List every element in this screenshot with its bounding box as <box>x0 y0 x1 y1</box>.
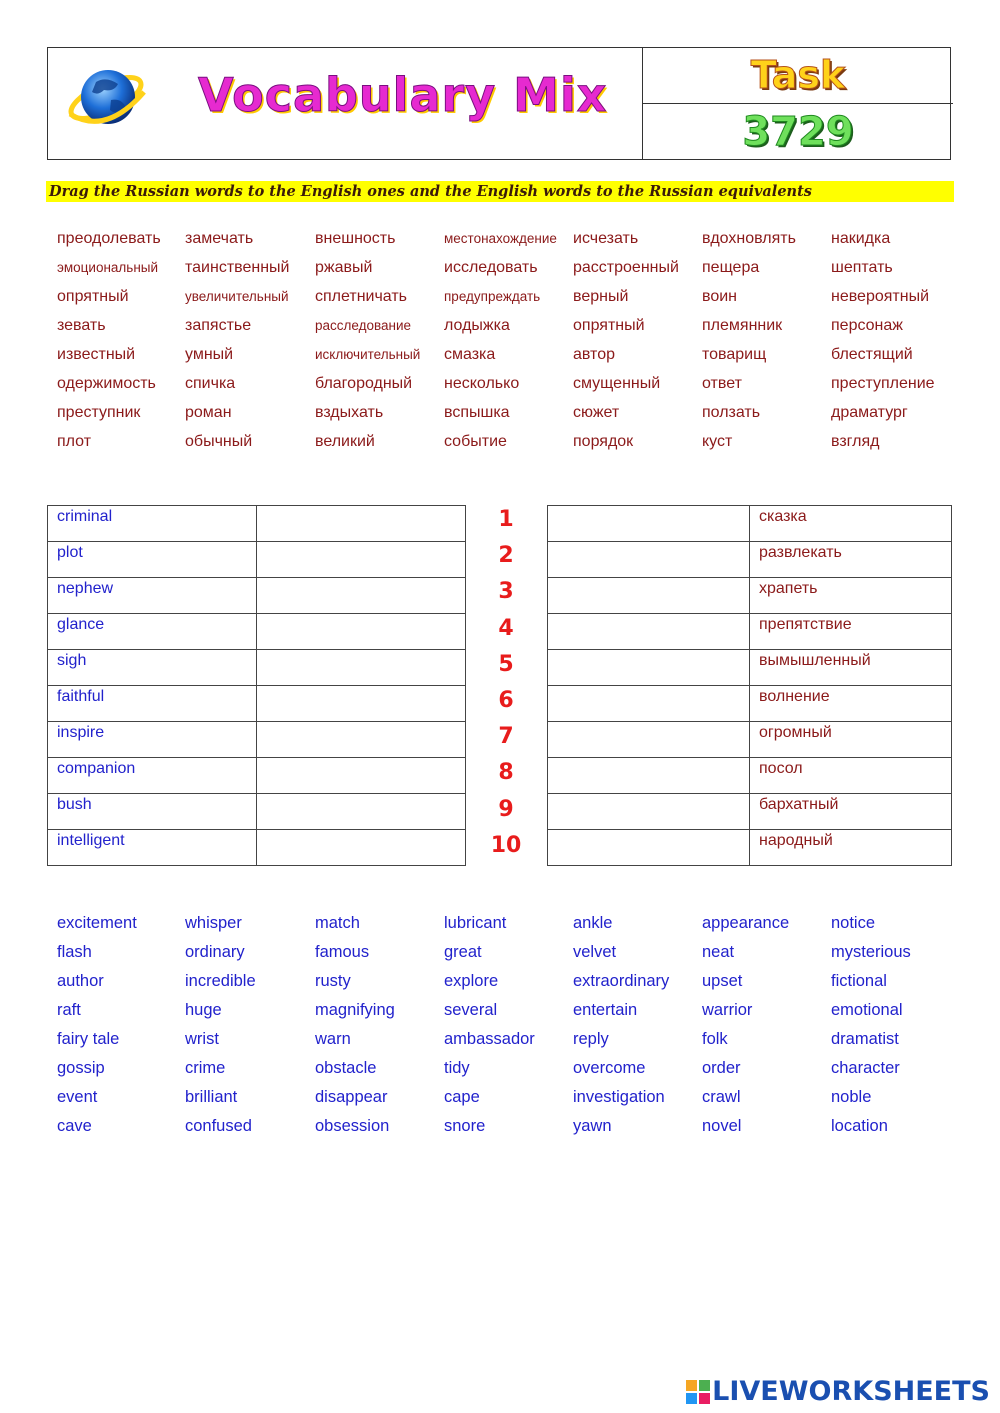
english-table-row <box>48 542 466 578</box>
russian-bank-word[interactable]: накидка <box>831 230 891 247</box>
russian-bank-column <box>573 229 701 461</box>
russian-bank-word[interactable]: ответ <box>702 375 742 392</box>
english-bank-word[interactable]: warrior <box>702 1001 753 1019</box>
english-drop-zone[interactable] <box>548 758 750 794</box>
russian-bank-word[interactable]: великий <box>315 433 375 450</box>
english-bank-word[interactable]: ordinary <box>185 943 245 961</box>
english-bank-word[interactable]: rusty <box>315 972 351 990</box>
english-bank-word[interactable]: folk <box>702 1030 728 1048</box>
russian-bank-word[interactable]: несколько <box>444 375 520 392</box>
english-bank-word[interactable]: explore <box>444 972 499 990</box>
russian-bank-word[interactable]: роман <box>185 404 232 421</box>
english-table-row <box>48 722 466 758</box>
english-bank-word[interactable]: crawl <box>702 1088 741 1106</box>
russian-drop-zone[interactable] <box>257 614 466 650</box>
english-bank-word[interactable]: match <box>315 914 360 932</box>
english-bank-word[interactable]: warn <box>315 1030 351 1048</box>
russian-bank-word[interactable]: исчезать <box>573 230 639 247</box>
russian-bank-word[interactable]: опрятный <box>573 317 645 334</box>
english-bank-word[interactable]: velvet <box>573 943 617 961</box>
russian-bank-word[interactable]: лодыжка <box>444 317 510 334</box>
russian-word-cell <box>750 830 952 866</box>
russian-word-label: храпеть <box>759 580 818 597</box>
worksheet-header <box>47 47 951 160</box>
row-number: 5 <box>498 651 514 677</box>
russian-bank-word[interactable]: событие <box>444 433 507 450</box>
english-bank-word[interactable]: location <box>831 1117 888 1135</box>
russian-bank-word[interactable]: предупреждать <box>444 289 541 304</box>
russian-bank-word[interactable]: преодолевать <box>57 230 161 247</box>
brand-text: LIVEWORKSHEETS <box>712 1376 990 1407</box>
russian-bank-word[interactable]: обычный <box>185 433 253 450</box>
english-bank-word[interactable]: entertain <box>573 1001 638 1019</box>
russian-bank-word[interactable]: вспышка <box>444 404 510 421</box>
english-bank-word[interactable]: order <box>702 1059 741 1077</box>
english-bank-word[interactable]: incredible <box>185 972 256 990</box>
english-word-cell <box>48 650 257 686</box>
russian-table-row <box>548 722 952 758</box>
row-number: 7 <box>498 724 514 750</box>
russian-bank-word[interactable]: преступление <box>831 375 935 392</box>
russian-word-cell <box>750 506 952 542</box>
russian-word-cell <box>750 542 952 578</box>
english-drop-zone[interactable] <box>548 794 750 830</box>
russian-match-table <box>547 505 952 866</box>
english-drop-zone[interactable] <box>548 722 750 758</box>
english-bank-word[interactable]: crime <box>185 1059 226 1077</box>
english-word-label: companion <box>57 760 136 777</box>
english-word-cell <box>48 830 257 866</box>
english-bank-word[interactable]: yawn <box>573 1117 612 1135</box>
english-bank-word[interactable]: novel <box>702 1117 742 1135</box>
russian-bank-word[interactable]: ползать <box>702 404 761 421</box>
english-word-cell <box>48 578 257 614</box>
english-bank-word[interactable]: brilliant <box>185 1088 238 1106</box>
russian-bank-word[interactable]: ржавый <box>315 259 373 276</box>
english-bank-word[interactable]: magnifying <box>315 1001 395 1019</box>
russian-bank-word[interactable]: исключительный <box>315 347 421 362</box>
russian-table-row <box>548 506 952 542</box>
russian-table-row <box>548 614 952 650</box>
row-number: 10 <box>490 832 522 858</box>
english-table-row <box>48 686 466 722</box>
english-word-label: sigh <box>57 652 87 669</box>
english-drop-zone[interactable] <box>548 830 750 866</box>
russian-drop-zone[interactable] <box>257 686 466 722</box>
liveworksheets-brand <box>686 1376 990 1408</box>
russian-bank-word[interactable]: порядок <box>573 433 634 450</box>
english-drop-zone[interactable] <box>548 578 750 614</box>
english-bank-word[interactable]: huge <box>185 1001 222 1019</box>
russian-drop-zone[interactable] <box>257 506 466 542</box>
english-word-cell <box>48 758 257 794</box>
english-bank-word[interactable]: author <box>57 972 104 990</box>
english-bank-column <box>831 913 959 1145</box>
russian-bank-word[interactable]: спичка <box>185 375 236 392</box>
english-bank-word[interactable]: tidy <box>444 1059 470 1077</box>
english-table-row <box>48 758 466 794</box>
russian-bank-word[interactable]: пещера <box>702 259 760 276</box>
english-bank-word[interactable]: flash <box>57 943 92 961</box>
english-word-label: nephew <box>57 580 114 597</box>
russian-word-label: волнение <box>759 688 830 705</box>
english-word-label: inspire <box>57 724 105 741</box>
english-word-label: plot <box>57 544 83 561</box>
english-word-cell <box>48 542 257 578</box>
english-bank-word[interactable]: ambassador <box>444 1030 535 1048</box>
russian-bank-word[interactable]: эмоциональный <box>57 260 159 275</box>
english-bank-column <box>315 913 443 1145</box>
english-bank-word[interactable]: excitement <box>57 914 137 932</box>
english-bank-word[interactable]: fairy tale <box>57 1030 120 1048</box>
page-title: Vocabulary Mix <box>198 68 608 122</box>
russian-bank-word[interactable]: невероятный <box>831 288 930 305</box>
russian-bank-word[interactable]: одержимость <box>57 375 156 392</box>
russian-bank-word[interactable]: таинственный <box>185 259 290 276</box>
english-bank-column <box>185 913 313 1145</box>
russian-bank-word[interactable]: умный <box>185 346 234 363</box>
russian-bank-column <box>185 229 313 461</box>
russian-bank-column <box>57 229 185 461</box>
english-bank-word[interactable]: reply <box>573 1030 609 1048</box>
english-bank-word[interactable]: cape <box>444 1088 480 1106</box>
russian-bank-word[interactable]: известный <box>57 346 136 363</box>
english-bank-word[interactable]: obstacle <box>315 1059 377 1077</box>
russian-word-label: развлекать <box>759 544 842 561</box>
russian-bank-word[interactable]: преступник <box>57 404 141 421</box>
row-number: 4 <box>498 615 514 641</box>
english-drop-zone[interactable] <box>548 686 750 722</box>
liveworksheets-logo-icon <box>686 1380 710 1404</box>
russian-bank-word[interactable]: увеличительный <box>185 289 289 304</box>
task-box <box>642 47 953 160</box>
english-word-cell <box>48 794 257 830</box>
english-bank-word[interactable]: character <box>831 1059 900 1077</box>
russian-table-row <box>548 830 952 866</box>
english-word-label: glance <box>57 616 105 633</box>
english-bank-word[interactable]: wrist <box>185 1030 219 1048</box>
english-table-row <box>48 578 466 614</box>
english-bank-word[interactable]: great <box>444 943 482 961</box>
english-drop-zone[interactable] <box>548 614 750 650</box>
russian-word-label: народный <box>759 832 833 849</box>
english-bank-word[interactable]: cave <box>57 1117 92 1135</box>
english-bank-column <box>444 913 572 1145</box>
russian-table-row <box>548 578 952 614</box>
english-table-row <box>48 614 466 650</box>
russian-bank-word[interactable]: товарищ <box>702 346 767 363</box>
row-number: 2 <box>498 543 514 569</box>
english-bank-word[interactable]: lubricant <box>444 914 507 932</box>
russian-word-cell <box>750 722 952 758</box>
russian-word-cell <box>750 686 952 722</box>
english-match-table <box>47 505 466 866</box>
english-bank-column <box>573 913 701 1145</box>
russian-word-label: бархатный <box>759 796 839 813</box>
english-bank-word[interactable]: neat <box>702 943 735 961</box>
russian-bank-word[interactable]: благородный <box>315 375 413 392</box>
russian-table-row <box>548 650 952 686</box>
russian-bank-word[interactable]: смазка <box>444 346 496 363</box>
russian-drop-zone[interactable] <box>257 650 466 686</box>
russian-bank-word[interactable]: местонахождение <box>444 231 557 246</box>
russian-bank-word[interactable]: зевать <box>57 317 106 334</box>
russian-bank-word[interactable]: племянник <box>702 317 783 334</box>
russian-bank-word[interactable]: драматург <box>831 404 908 421</box>
english-bank-word[interactable]: several <box>444 1001 498 1019</box>
english-bank-word[interactable]: notice <box>831 914 876 932</box>
russian-drop-zone[interactable] <box>257 794 466 830</box>
row-number: 6 <box>498 687 514 713</box>
russian-drop-zone[interactable] <box>257 578 466 614</box>
english-word-label: bush <box>57 796 92 813</box>
english-word-cell <box>48 686 257 722</box>
russian-word-label: посол <box>759 760 803 777</box>
row-number: 8 <box>498 760 514 786</box>
english-bank-word[interactable]: whisper <box>185 914 242 932</box>
task-label: Task <box>750 53 846 97</box>
english-bank-word[interactable]: mysterious <box>831 943 911 961</box>
russian-bank-word[interactable]: воин <box>702 288 737 305</box>
row-numbers <box>480 505 532 867</box>
russian-drop-zone[interactable] <box>257 758 466 794</box>
russian-bank-column <box>315 229 443 461</box>
russian-word-cell <box>750 758 952 794</box>
english-word-cell <box>48 722 257 758</box>
russian-bank-column <box>831 229 959 461</box>
russian-bank-word[interactable]: внешность <box>315 230 396 247</box>
russian-bank-word[interactable]: расследование <box>315 318 412 333</box>
english-bank-word[interactable]: overcome <box>573 1059 646 1077</box>
russian-word-cell <box>750 650 952 686</box>
english-bank-word[interactable]: extraordinary <box>573 972 670 990</box>
english-drop-zone[interactable] <box>548 542 750 578</box>
russian-bank-column <box>702 229 830 461</box>
english-table-row <box>48 650 466 686</box>
english-drop-zone[interactable] <box>548 650 750 686</box>
english-bank-word[interactable]: gossip <box>57 1059 105 1077</box>
russian-bank-word[interactable]: смущенный <box>573 375 661 392</box>
russian-word-cell <box>750 614 952 650</box>
russian-table-row <box>548 542 952 578</box>
english-bank-word[interactable]: noble <box>831 1088 872 1106</box>
russian-table-row <box>548 758 952 794</box>
english-bank-word[interactable]: famous <box>315 943 370 961</box>
russian-bank-word[interactable]: автор <box>573 346 615 363</box>
english-word-label: criminal <box>57 508 113 525</box>
russian-bank-word[interactable]: вдохновлять <box>702 230 796 247</box>
russian-bank-word[interactable]: персонаж <box>831 317 903 334</box>
russian-bank-word[interactable]: расстроенный <box>573 259 679 276</box>
russian-bank-word[interactable]: взгляд <box>831 433 880 450</box>
russian-table-row <box>548 686 952 722</box>
russian-bank-word[interactable]: вздыхать <box>315 404 384 421</box>
english-bank-column <box>57 913 185 1145</box>
russian-word-cell <box>750 578 952 614</box>
english-bank-column <box>702 913 830 1145</box>
english-bank-word[interactable]: snore <box>444 1117 486 1135</box>
russian-bank-word[interactable]: блестящий <box>831 346 913 363</box>
english-bank-word[interactable]: upset <box>702 972 743 990</box>
english-table-row <box>48 830 466 866</box>
russian-drop-zone[interactable] <box>257 722 466 758</box>
english-bank-word[interactable]: fictional <box>831 972 887 990</box>
russian-drop-zone[interactable] <box>257 830 466 866</box>
russian-bank-word[interactable]: сюжет <box>573 404 620 421</box>
row-number: 1 <box>498 507 514 532</box>
russian-word-label: огромный <box>759 724 832 741</box>
english-bank-word[interactable]: ankle <box>573 914 613 932</box>
english-bank-word[interactable]: raft <box>57 1001 81 1019</box>
russian-bank-word[interactable]: верный <box>573 288 629 305</box>
english-bank-word[interactable]: obsession <box>315 1117 390 1135</box>
english-table-row <box>48 794 466 830</box>
english-table-row <box>48 506 466 542</box>
english-bank-word[interactable]: disappear <box>315 1088 388 1106</box>
globe-logo-icon <box>66 62 146 134</box>
english-word-label: intelligent <box>57 832 125 849</box>
russian-drop-zone[interactable] <box>257 542 466 578</box>
russian-word-label: препятствие <box>759 616 852 633</box>
row-number: 9 <box>498 796 514 822</box>
english-bank-word[interactable]: investigation <box>573 1088 665 1106</box>
russian-bank-word[interactable]: плот <box>57 433 92 450</box>
task-number: 3729 <box>742 109 854 155</box>
russian-word-label: сказка <box>759 508 807 525</box>
english-bank-word[interactable]: appearance <box>702 914 790 932</box>
russian-bank-word[interactable]: шептать <box>831 259 893 276</box>
russian-bank-word[interactable]: сплетничать <box>315 288 408 305</box>
russian-bank-word[interactable]: замечать <box>185 230 254 247</box>
english-word-cell <box>48 614 257 650</box>
russian-bank-word[interactable]: куст <box>702 433 733 450</box>
english-bank-word[interactable]: confused <box>185 1117 252 1135</box>
english-bank-word[interactable]: event <box>57 1088 98 1106</box>
russian-bank-word[interactable]: опрятный <box>57 288 129 305</box>
english-word-label: faithful <box>57 688 105 705</box>
instruction-text: Drag the Russian words to the English ones and the English words to the Russian equivalents <box>46 181 954 202</box>
russian-bank-word[interactable]: запястье <box>185 317 252 334</box>
english-bank-word[interactable]: emotional <box>831 1001 903 1019</box>
task-divider <box>643 103 953 104</box>
russian-word-label: вымышленный <box>759 652 871 669</box>
russian-word-cell <box>750 794 952 830</box>
english-word-cell <box>48 506 257 542</box>
russian-bank-column <box>444 229 572 461</box>
english-drop-zone[interactable] <box>548 506 750 542</box>
russian-bank-word[interactable]: исследовать <box>444 259 538 276</box>
row-number: 3 <box>498 579 514 605</box>
russian-table-row <box>548 794 952 830</box>
english-bank-word[interactable]: dramatist <box>831 1030 899 1048</box>
